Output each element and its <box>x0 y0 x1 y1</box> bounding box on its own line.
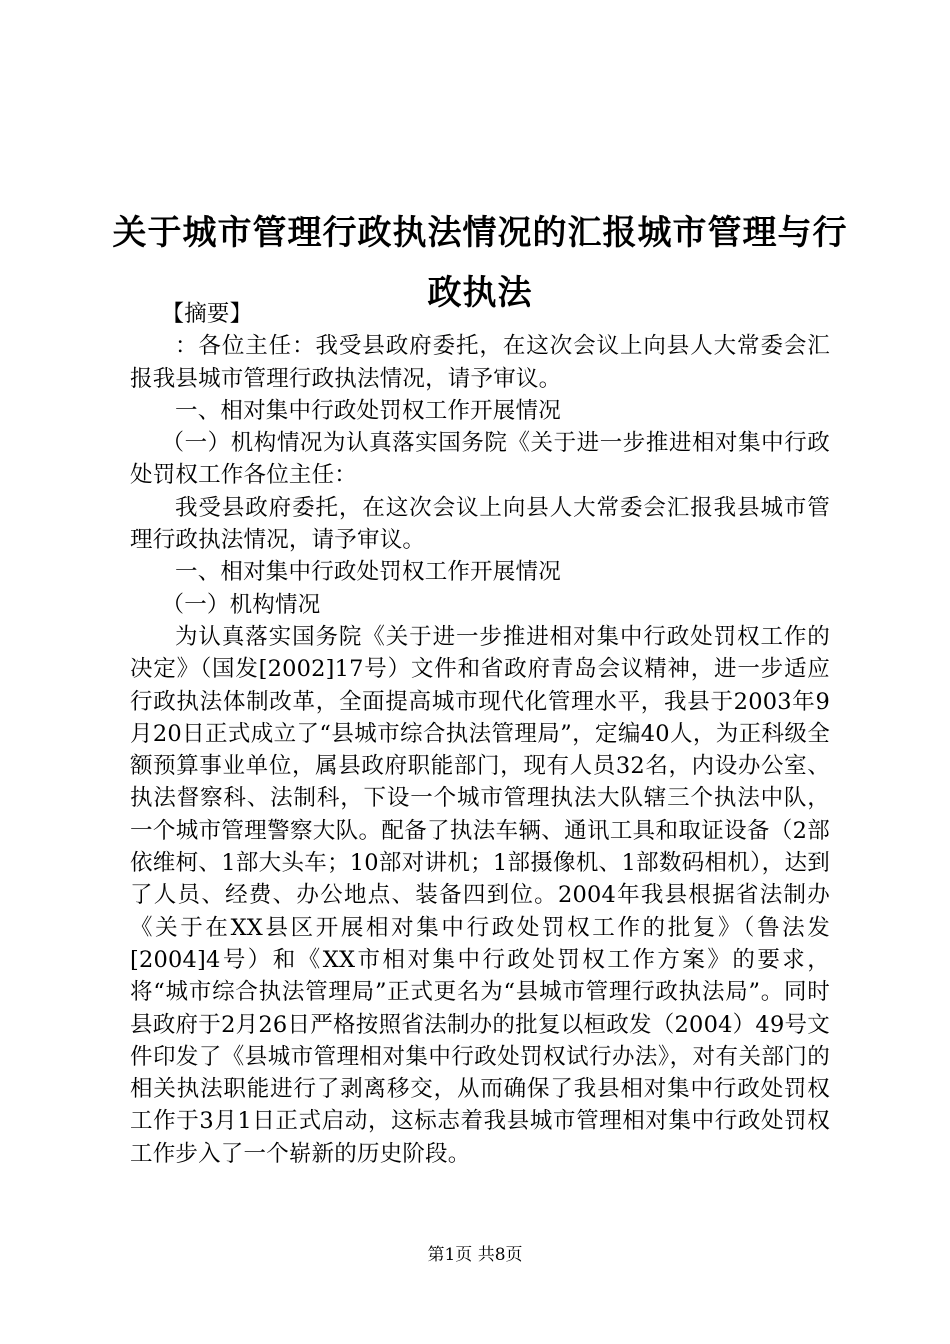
section-heading: 一、相对集中行政处罚权工作开展情况 <box>175 559 561 586</box>
page-title: 关于城市管理行政执法情况的汇报城市管理与行政执法 <box>112 212 848 313</box>
paragraph: ：各位主任：我受县政府委托，在这次会议上向县人大常委会汇报我县城市管理行政执法情况，请予审议。 <box>130 333 830 392</box>
subsection-heading: （一）机构情况 <box>161 591 321 618</box>
document-body <box>130 298 830 1170</box>
paragraph: 我受县政府委托，在这次会议上向县人大常委会汇报我县城市管理行政执法情况，请予审议。 <box>130 494 830 554</box>
page-number: 第1页 共8页 <box>427 1245 523 1265</box>
section-heading: 一、相对集中行政处罚权工作开展情况 <box>175 397 561 424</box>
paragraph: 为认真落实国务院《关于进一步推进相对集中行政处罚权工作的决定》（国发[2002]17号）文件和省政府青岛会议精神，进一步适应行政执法体制改革，全面提高城市现代化管理水平，我县于2003年9月20日正式成立了“县城市综合执法管理局”，定编40人，为正科级全额预算事业单位，属县政府职能部门，现有人员32名，内设办公室、执法督察科、法制科，下设一个城市管理执法大队辖三个执法中队，一个城市管理警察大队。配备了执法车辆、通讯工具和取证设备（2部依维柯、1部大头车；10部对讲机；1部摄像机、1部数码相机），达到了人员、经费、办公地点、装备四到位。2004年我县根据省法制办《关于在XX县区开展相对集中行政处罚权工作的批复》（鲁法发[2004]4号）和《XX市相对集中行政处罚权工作方案》的要求，将“城市综合执法管理局”正式更名为“县城市管理行政执法局”。同时县政府于2月26日严格按照省法制办的批复以桓政发（2004）49号文件印发了《县城市管理相对集中行政处罚权试行办法》，对有关部门的相关执法职能进行了剥离移交，从而确保了我县相对集中行政处罚权工作于3月1日正式启动，这标志着我县城市管理相对集中行政处罚权工作步入了一个崭新的历史阶段。 <box>130 623 830 1167</box>
subsection-heading: （一）机构情况为认真落实国务院《关于进一步推进相对集中行政处罚权工作各位主任： <box>130 430 830 489</box>
abstract-label: 【摘要】 <box>161 301 253 327</box>
